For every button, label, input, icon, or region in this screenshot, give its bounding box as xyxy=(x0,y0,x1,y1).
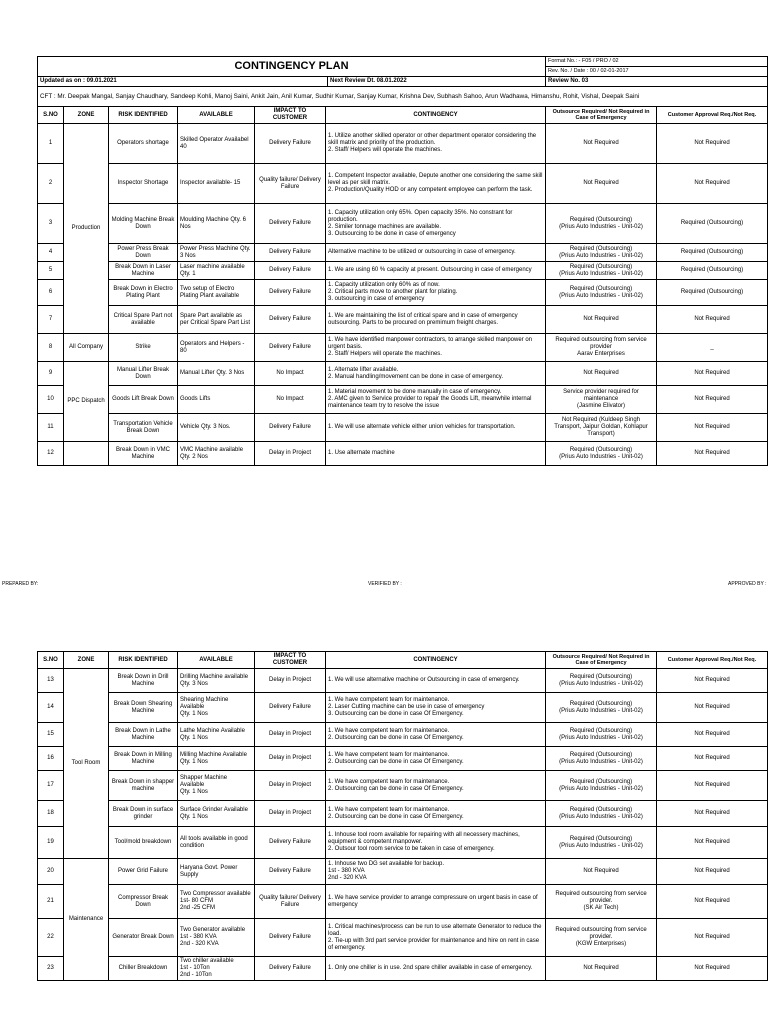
available: Power Press Machine Qty. 3 Nos xyxy=(178,244,255,262)
customer-approval: Not Required xyxy=(657,693,768,723)
outsource-required: Required (Outsourcing) (Prius Auto Industries - Unit-02) xyxy=(546,262,657,280)
table-row xyxy=(38,204,768,244)
row-number: 9 xyxy=(38,362,64,386)
customer-approval: Not Required xyxy=(657,362,768,386)
risk-identified: Break Down in Electro Plating Plant xyxy=(109,280,178,306)
risk-identified: Compressor Break Down xyxy=(109,885,178,919)
contingency: 1. Capacity utilization only 65%. Open capacity 35%. No constrant for production. 2. Similer tonnage machines are available. 3. Outsourcing to be done in case of emergency xyxy=(326,204,546,244)
customer-approval: Not Required xyxy=(657,771,768,801)
outsource-required: Not Required xyxy=(546,859,657,885)
column-header: Outsource Required/ Not Required in Case of Emergency xyxy=(546,107,657,124)
risk-identified: Break Down in surface grinder xyxy=(109,801,178,827)
column-header: AVAILABLE xyxy=(178,652,255,669)
impact-to-customer: Delay in Project xyxy=(255,442,326,466)
available: Shearing Machine Available Qty. 1 Nos xyxy=(178,693,255,723)
impact-to-customer: Delivery Failure xyxy=(255,244,326,262)
updated-date: Updated as on : 09.01.2021 xyxy=(38,77,328,87)
contingency: 1. We have identified manpower contractors, to arrange skilled manpower on urgent basis. 2. Staff/ Helpers will operate the machines. xyxy=(326,334,546,362)
outsource-required: Required (Outsourcing) (Prius Auto Industries - Unit-02) xyxy=(546,244,657,262)
outsource-required: Required outsourcing from service provider Aarav Enterprises xyxy=(546,334,657,362)
column-header: Customer Approval Req./Not Req. xyxy=(657,107,768,124)
contingency: 1. We will use alternate vehicle either union vehicles for transportation. xyxy=(326,414,546,442)
impact-to-customer: Delay in Project xyxy=(255,771,326,801)
customer-approval: Not Required xyxy=(657,859,768,885)
outsource-required: Not Required xyxy=(546,124,657,164)
outsource-required: Required (Outsourcing) (Prius Auto Industries - Unit-02) xyxy=(546,801,657,827)
customer-approval: Not Required xyxy=(657,442,768,466)
prepared-by: PREPARED BY: xyxy=(2,581,39,587)
review-no: Review No. 03 xyxy=(546,77,768,87)
risk-identified: Operators shortage xyxy=(109,124,178,164)
row-number: 14 xyxy=(38,693,64,723)
zone-cell: All Company xyxy=(64,334,109,362)
outsource-required: Not Required xyxy=(546,306,657,334)
row-number: 3 xyxy=(38,204,64,244)
outsource-required: Required (Outsourcing) (Prius Auto Industries - Unit-02) xyxy=(546,771,657,801)
contingency: 1. Capacity utilization only 60% as of now. 2. Critical parts move to another plant for plating. 3. outsourcing in case of emergency xyxy=(326,280,546,306)
row-number: 16 xyxy=(38,747,64,771)
risk-identified: Break Down Shearing Machine xyxy=(109,693,178,723)
table-header xyxy=(38,652,768,669)
row-number: 15 xyxy=(38,723,64,747)
format-no: Format No.: - F05 / PRO / 02 xyxy=(546,57,768,67)
available: Milling Machine Available Qty. 1 Nos xyxy=(178,747,255,771)
row-number: 5 xyxy=(38,262,64,280)
risk-identified: Break Down in Drill Machine xyxy=(109,669,178,693)
row-number: 22 xyxy=(38,919,64,957)
outsource-required: Service provider required for maintenance (Jasmine Elivator) xyxy=(546,386,657,414)
customer-approval: Not Required xyxy=(657,885,768,919)
table-row xyxy=(38,414,768,442)
impact-to-customer: Delay in Project xyxy=(255,801,326,827)
table-row xyxy=(38,919,768,957)
impact-to-customer: Delivery Failure xyxy=(255,693,326,723)
available: Haryana Govt. Power Supply xyxy=(178,859,255,885)
risk-identified: Inspector Shortage xyxy=(109,164,178,204)
table-header xyxy=(38,107,768,124)
outsource-required: Required (Outsourcing) (Prius Auto Industries - Unit-02) xyxy=(546,280,657,306)
available: Skilled Operator Availabel 40 xyxy=(178,124,255,164)
zone-cell: Maintenance xyxy=(64,859,109,981)
customer-approval: Required (Outsourcing) xyxy=(657,280,768,306)
row-number: 7 xyxy=(38,306,64,334)
row-number: 11 xyxy=(38,414,64,442)
zone-cell: PPC Dispatch xyxy=(64,362,109,442)
customer-approval: Required (Outsourcing) xyxy=(657,204,768,244)
customer-approval: Not Required xyxy=(657,124,768,164)
outsource-required: Not Required xyxy=(546,362,657,386)
column-header: CONTINGENCY xyxy=(326,107,546,124)
table-row xyxy=(38,334,768,362)
table-row xyxy=(38,442,768,466)
impact-to-customer: Delivery Failure xyxy=(255,957,326,981)
zone-cell: Tool Room xyxy=(64,669,109,859)
outsource-required: Not Required (Kuldeep Singh Transport, Jaipur Goldan, Kohlapur Transport) xyxy=(546,414,657,442)
impact-to-customer: Quality failure/ Delivery Failure xyxy=(255,164,326,204)
impact-to-customer: Delivery Failure xyxy=(255,262,326,280)
customer-approval: Required (Outsourcing) xyxy=(657,244,768,262)
outsource-required: Required outsourcing from service provider. (SK Air Tech) xyxy=(546,885,657,919)
row-number: 19 xyxy=(38,827,64,859)
available: Inspector available- 15 xyxy=(178,164,255,204)
table-row xyxy=(38,885,768,919)
table-row xyxy=(38,723,768,747)
risk-identified: Break Down in Laser Machine xyxy=(109,262,178,280)
available: Two chiller available 1st - 10Ton 2nd - 10Ton xyxy=(178,957,255,981)
impact-to-customer: Delivery Failure xyxy=(255,204,326,244)
column-header: ZONE xyxy=(64,107,109,124)
available: Surface Grinder Available Qty. 1 Nos xyxy=(178,801,255,827)
impact-to-customer: Delay in Project xyxy=(255,723,326,747)
available: Moulding Machine Qty. 6 Nos xyxy=(178,204,255,244)
risk-identified: Power Grid Failure xyxy=(109,859,178,885)
risk-identified: Generator Break Down xyxy=(109,919,178,957)
outsource-required: Required outsourcing from service provider. (KGW Enterprises) xyxy=(546,919,657,957)
impact-to-customer: Delay in Project xyxy=(255,669,326,693)
customer-approval: Not Required xyxy=(657,414,768,442)
outsource-required: Required (Outsourcing) (Prius Auto Industries - Unit-02) xyxy=(546,827,657,859)
contingency: 1. We are maintaining the list of critical spare and in case of emergency outsourcing. Parts to be procured on premimum freight charges. xyxy=(326,306,546,334)
contingency: 1. We have competent team for maintenance. 2. Outsourcing can be done in case Of Emergency. xyxy=(326,801,546,827)
cft-members: CFT : Mr. Deepak Mangal, Sanjay Chaudhary, Sandeep Kohli, Manoj Saini, Ankit Jain, Anil Kumar, Sudhir Kumar, Sanjay Kumar, Krishna Dev, Subhash Sahoo, Arun Wadhawa, Himanshu, Rohit, Vishal, Deepak Saini xyxy=(38,87,768,107)
available: Operators and Helpers - 80 xyxy=(178,334,255,362)
customer-approval: Not Required xyxy=(657,801,768,827)
impact-to-customer: Delivery Failure xyxy=(255,827,326,859)
contingency: 1. Critical machines/process can be run to use alternate Generator to reduce the load. 2. Tie-up with 3rd part service provider for maintenance and hire on rent in case of emergency. xyxy=(326,919,546,957)
row-number: 21 xyxy=(38,885,64,919)
contingency: 1. Alternate lifter available. 2. Manual handling/movement can be done in case of emergency. xyxy=(326,362,546,386)
available: All tools available in good condition xyxy=(178,827,255,859)
contingency: Alternative machine to be utilized or outsourcing in case of emergency. xyxy=(326,244,546,262)
available: Goods Lifts xyxy=(178,386,255,414)
contingency: 1. We have competent team for maintenance. 2. Laser Cutting machine can be use in case of emergency 3. Outsourcing can be done in case Of Emergency. xyxy=(326,693,546,723)
table-row xyxy=(38,827,768,859)
column-header: IMPACT TO CUSTOMER xyxy=(255,107,326,124)
available: Shapper Machine Available Qty. 1 Nos xyxy=(178,771,255,801)
risk-identified: Molding Machine Break Down xyxy=(109,204,178,244)
available: VMC Machine available Qty. 2 Nos xyxy=(178,442,255,466)
contingency: 1. We will use alternative machine or Outsourcing in case of emergency. xyxy=(326,669,546,693)
available: Drilling Machine available Qty. 3 Nos xyxy=(178,669,255,693)
verified-by: VERIFIED BY : xyxy=(368,581,402,587)
table-row xyxy=(38,801,768,827)
risk-identified: Strike xyxy=(109,334,178,362)
customer-approval: _ xyxy=(657,334,768,362)
available: Spare Part available as per Critical Spare Part List xyxy=(178,306,255,334)
column-header: S.NO xyxy=(38,107,64,124)
available: Laser machine available Qty. 1 xyxy=(178,262,255,280)
page-2 xyxy=(37,651,767,981)
available: Two setup of Electro Plating Plant available xyxy=(178,280,255,306)
column-header: RISK IDENTIFIED xyxy=(109,107,178,124)
table-row xyxy=(38,124,768,164)
row-number: 1 xyxy=(38,124,64,164)
risk-identified: Break Down in VMC Machine xyxy=(109,442,178,466)
table-row xyxy=(38,386,768,414)
contingency-table-1 xyxy=(37,106,768,466)
risk-identified: Break Down in Milling Machine xyxy=(109,747,178,771)
column-header: ZONE xyxy=(64,652,109,669)
impact-to-customer: Delivery Failure xyxy=(255,919,326,957)
rev-no: Rev. No. / Date : 00 / 02-01-2017 xyxy=(546,67,768,77)
column-header: CONTINGENCY xyxy=(326,652,546,669)
table-row xyxy=(38,669,768,693)
row-number: 4 xyxy=(38,244,64,262)
risk-identified: Critical Spare Part not available xyxy=(109,306,178,334)
column-header: S.NO xyxy=(38,652,64,669)
contingency: 1. We have competent team for maintenance. 2. Outsourcing can be done in case Of Emergency. xyxy=(326,747,546,771)
risk-identified: Chiller Breakdown xyxy=(109,957,178,981)
impact-to-customer: Delivery Failure xyxy=(255,280,326,306)
table-row xyxy=(38,693,768,723)
row-number: 13 xyxy=(38,669,64,693)
contingency: 1. We have service provider to arrange compressure on urgent basis in case of emergency xyxy=(326,885,546,919)
risk-identified: Manual Lifter Break Down xyxy=(109,362,178,386)
risk-identified: Break Down in shapper machine xyxy=(109,771,178,801)
impact-to-customer: Delivery Failure xyxy=(255,306,326,334)
impact-to-customer: Delay in Project xyxy=(255,747,326,771)
row-number: 10 xyxy=(38,386,64,414)
impact-to-customer: Quality failure/ Delivery Failure xyxy=(255,885,326,919)
next-review: Next Review Dt. 08.01.2022 xyxy=(328,77,546,87)
outsource-required: Not Required xyxy=(546,957,657,981)
table-row xyxy=(38,771,768,801)
table-row xyxy=(38,362,768,386)
table-row xyxy=(38,244,768,262)
approved-by: APPROVED BY : xyxy=(728,581,767,587)
outsource-required: Required (Outsourcing) (Prius Auto Industries - Unit-02) xyxy=(546,747,657,771)
meta-table xyxy=(37,76,768,107)
outsource-required: Required (Outsourcing) (Prius Auto Industries - Unit-02) xyxy=(546,669,657,693)
outsource-required: Required (Outsourcing) (Prius Auto Industries - Unit-02) xyxy=(546,204,657,244)
impact-to-customer: No Impact xyxy=(255,362,326,386)
row-number: 18 xyxy=(38,801,64,827)
page-1 xyxy=(37,56,767,466)
column-header: IMPACT TO CUSTOMER xyxy=(255,652,326,669)
outsource-required: Required (Outsourcing) (Prius Auto Industries - Unit-02) xyxy=(546,723,657,747)
risk-identified: Power Press Break Down xyxy=(109,244,178,262)
impact-to-customer: No Impact xyxy=(255,386,326,414)
zone-cell: Production xyxy=(64,124,109,334)
contingency: 1. Utilize another skilled operator or other department operator considering the skill matrix and priority of the production. 2. Staff/ Helpers will operate the machines. xyxy=(326,124,546,164)
customer-approval: Not Required xyxy=(657,386,768,414)
risk-identified: Transportation Vehicle Break Down xyxy=(109,414,178,442)
row-number: 2 xyxy=(38,164,64,204)
column-header: Outsource Required/ Not Required in Case of Emergency xyxy=(546,652,657,669)
row-number: 17 xyxy=(38,771,64,801)
column-header: RISK IDENTIFIED xyxy=(109,652,178,669)
outsource-required: Required (Outsourcing) (Prius Auto Industries - Unit-02) xyxy=(546,693,657,723)
available: Two Compressor available 1st- 80 CFM 2nd -25 CFM xyxy=(178,885,255,919)
customer-approval: Required (Outsourcing) xyxy=(657,262,768,280)
column-header: AVAILABLE xyxy=(178,107,255,124)
row-number: 8 xyxy=(38,334,64,362)
available: Manual Lifter Qty. 3 Nos xyxy=(178,362,255,386)
risk-identified: Tool/mold breakdown xyxy=(109,827,178,859)
table-row xyxy=(38,859,768,885)
customer-approval: Not Required xyxy=(657,957,768,981)
available: Vehicle Qty. 3 Nos. xyxy=(178,414,255,442)
available: Two Generator available 1st - 380 KVA 2nd - 320 KVA xyxy=(178,919,255,957)
impact-to-customer: Delivery Failure xyxy=(255,334,326,362)
customer-approval: Not Required xyxy=(657,827,768,859)
risk-identified: Break Down in Lathe Machine xyxy=(109,723,178,747)
contingency: 1. We are using 60 % capacity at present. Outsourcing in case of emergency xyxy=(326,262,546,280)
contingency: 1. Material movement to be done manually in case of emergency. 2. AMC given to Service provider to repair the Goods Lift, meanwhile internal maintenance team try to resolve the issue xyxy=(326,386,546,414)
outsource-required: Not Required xyxy=(546,164,657,204)
table-row xyxy=(38,262,768,280)
risk-identified: Goods Lift Break Down xyxy=(109,386,178,414)
table-row xyxy=(38,164,768,204)
table-row xyxy=(38,280,768,306)
customer-approval: Not Required xyxy=(657,306,768,334)
header-table xyxy=(37,56,768,77)
row-number: 6 xyxy=(38,280,64,306)
customer-approval: Not Required xyxy=(657,669,768,693)
impact-to-customer: Delivery Failure xyxy=(255,414,326,442)
contingency: 1. We have competent team for maintenance. 2. Outsourcing can be done in case Of Emergency. xyxy=(326,771,546,801)
contingency-table-2 xyxy=(37,651,768,981)
column-header: Customer Approval Req./Not Req. xyxy=(657,652,768,669)
row-number: 12 xyxy=(38,442,64,466)
customer-approval: Not Required xyxy=(657,747,768,771)
zone-cell xyxy=(64,442,109,466)
impact-to-customer: Delivery Failure xyxy=(255,859,326,885)
available: Lathe Machine Available Qty. 1 Nos xyxy=(178,723,255,747)
row-number: 20 xyxy=(38,859,64,885)
contingency: 1. We have competent team for maintenance. 2. Outsourcing can be done in case Of Emergency. xyxy=(326,723,546,747)
table-row xyxy=(38,747,768,771)
impact-to-customer: Delivery Failure xyxy=(255,124,326,164)
customer-approval: Not Required xyxy=(657,723,768,747)
customer-approval: Not Required xyxy=(657,164,768,204)
contingency: 1. Use alternate machine xyxy=(326,442,546,466)
contingency: 1. Only one chiller is in use. 2nd spare chiller available in case of emergency. xyxy=(326,957,546,981)
contingency: 1. Competent Inspector available, Depute another one considering the same skill level as per skill matrix. 2. Production/Quality HOD or any competent employee can perform the task. xyxy=(326,164,546,204)
outsource-required: Required (Outsourcing) (Prius Auto Industries - Unit-02) xyxy=(546,442,657,466)
contingency: 1. Inhouse tool room available for repairing with all necessery machines, equipment & competent manpower. 2. Outsour tool room service to be taken in case of emergency. xyxy=(326,827,546,859)
customer-approval: Not Required xyxy=(657,919,768,957)
page-title: CONTINGENCY PLAN xyxy=(38,57,546,77)
row-number: 23 xyxy=(38,957,64,981)
table-row xyxy=(38,306,768,334)
table-row xyxy=(38,957,768,981)
contingency: 1. Inhouse two DG set available for backup. 1st - 380 KVA 2nd - 320 KVA xyxy=(326,859,546,885)
